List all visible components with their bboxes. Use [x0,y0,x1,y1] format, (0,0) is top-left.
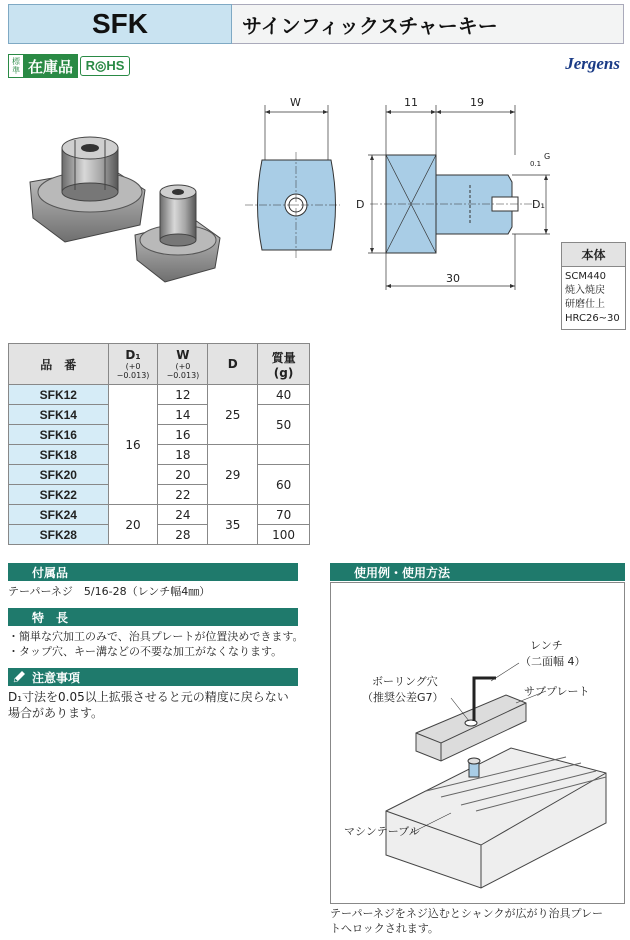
product-photo [15,120,240,300]
stock-badge-label: 在庫品 [24,55,77,77]
part-cell: SFK22 [9,485,109,505]
material-line: 焼入焼戻 [565,285,605,296]
mass-cell: 100 [258,525,310,545]
w-cell: 28 [158,525,208,545]
bore-label: ボーリング穴 [372,675,438,688]
dim-g-label: G [544,152,551,161]
part-cell: SFK12 [9,385,109,405]
col-d: D [208,344,258,385]
col-mass-label: 質量 [271,350,296,365]
part-cell: SFK28 [9,525,109,545]
d-cell: 29 [208,445,258,505]
product-title: サインフィックスチャーキー [232,4,624,44]
rohs-badge: R◎HS [80,56,130,76]
w-cell: 24 [158,505,208,525]
table-row [9,465,310,485]
w-cell: 20 [158,465,208,485]
material-body [561,267,626,330]
d-cell: 25 [208,385,258,445]
material-line: HRC26~30 [565,313,620,324]
usage-illustration-box [330,582,625,904]
part-cell: SFK20 [9,465,109,485]
side-view-drawing [350,90,560,300]
front-view-drawing [240,90,340,270]
table-row [9,405,310,425]
col-w [158,344,208,385]
usage-caption-line: トへロックされます。 [330,922,439,935]
dim-01-label: 0.1 [530,160,542,168]
usage-header: 使用例・使用方法 [330,563,625,581]
accessory-text: テーパーネジ 5/16-28（レンチ幅4㎜） [8,585,211,598]
table-row [9,385,310,405]
features-list [8,629,308,659]
wrench-label: レンチ [530,639,563,652]
caution-text [8,689,308,721]
col-d1-label: D₁ [125,348,141,362]
dim-d-label: D [356,198,365,211]
dim-d1-label: D₁ [532,198,545,211]
w-cell: 12 [158,385,208,405]
col-d1 [108,344,158,385]
mass-cell [258,445,310,465]
wrench-sub-label: （二面幅 4） [520,655,586,668]
part-cell: SFK18 [9,445,109,465]
feature-item: ・タップ穴、キー溝などの不要な加工がなくなります。 [8,645,283,658]
machine-table-label: マシンテーブル [344,825,420,838]
caution-header [8,668,298,686]
features-header: 特 長 [8,608,298,626]
material-box [561,242,626,330]
mass-cell: 50 [258,405,310,445]
material-header: 本体 [561,242,626,267]
dim-11-label: 11 [404,96,418,109]
material-line: SCM440 [565,271,607,282]
table-header-row [9,344,310,385]
brand-logo: Jergens [565,54,620,73]
col-mass-unit: (g) [273,365,294,380]
part-cell: SFK16 [9,425,109,445]
usage-caption-line: テーパーネジをネジ込むとシャンクが広がり治具プレー [330,907,604,920]
product-code: SFK [8,4,232,44]
d1-cell: 16 [108,385,158,505]
caution-line: D₁寸法を0.05以上拡張させると元の精度に戻らない [8,690,289,704]
pencil-icon [12,670,26,684]
col-mass [258,344,310,385]
subplate-label: サブプレート [524,685,590,698]
table-row [9,505,310,525]
stock-badge-small: 標準 [9,55,24,77]
w-cell: 22 [158,485,208,505]
mass-cell: 70 [258,505,310,525]
w-cell: 16 [158,425,208,445]
material-line: 研磨仕上 [565,299,605,310]
col-w-label: W [176,348,190,362]
bore-sub-label: （推奨公差G7） [362,691,444,704]
dim-30-label: 30 [446,272,460,285]
accessory-header: 付属品 [8,563,298,581]
part-cell: SFK14 [9,405,109,425]
w-cell: 18 [158,445,208,465]
table-row [9,445,310,465]
feature-item: ・簡単な穴加工のみで、治具プレートが位置決めできます。 [8,630,304,643]
caution-title: 注意事項 [32,670,81,685]
mass-cell: 60 [258,465,310,505]
stock-badge [8,54,78,78]
usage-illustration [331,583,624,903]
caution-line: 場合があります。 [8,706,104,720]
dim-19-label: 19 [470,96,484,109]
d1-cell: 20 [108,505,158,545]
table-row [9,525,310,545]
spec-table [8,343,310,545]
col-w-tol: (+0 −0.013) [166,362,200,380]
col-d1-tol: (+0 −0.013) [116,362,150,380]
dim-w-label: W [290,96,301,109]
usage-caption [330,906,630,936]
col-part: 品 番 [9,344,109,385]
mass-cell: 40 [258,385,310,405]
d-cell: 35 [208,505,258,545]
w-cell: 14 [158,405,208,425]
part-cell: SFK24 [9,505,109,525]
